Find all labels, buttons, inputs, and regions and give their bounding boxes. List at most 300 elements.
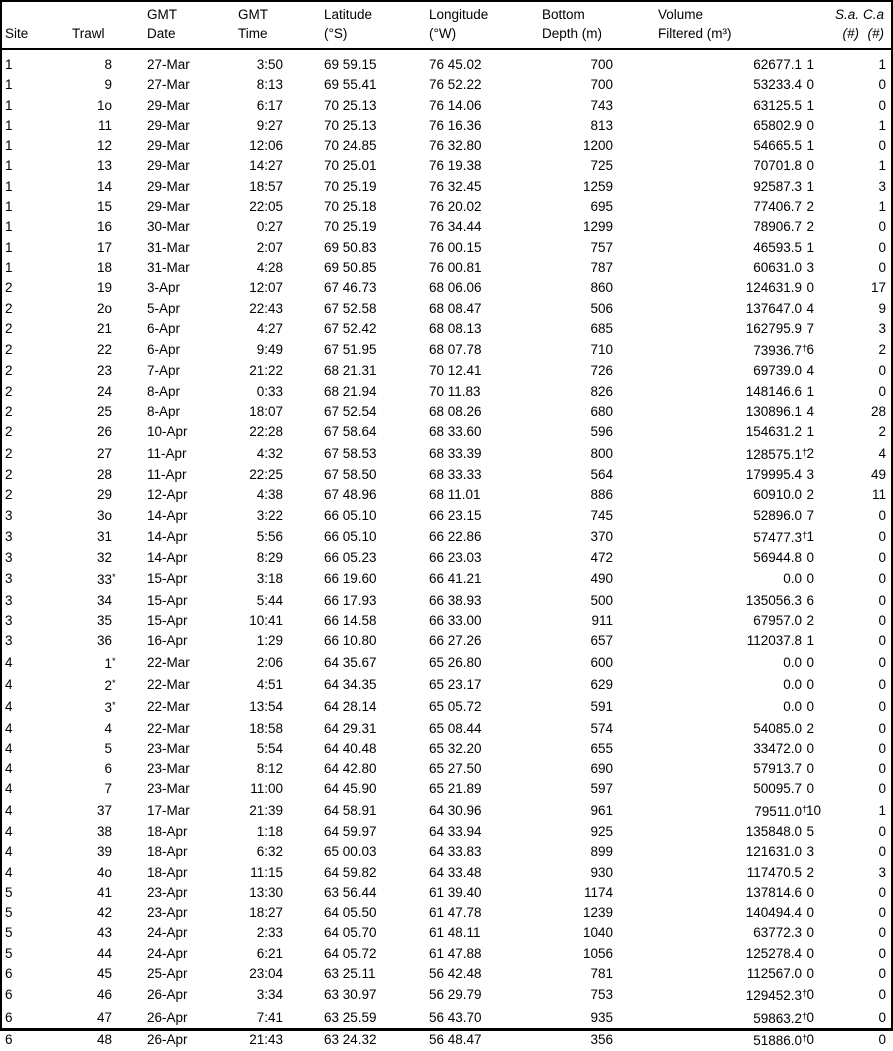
table-cell-gmt-date: 7-Apr: [147, 363, 181, 379]
table-cell-gmt-date: 17-Mar: [147, 802, 190, 818]
table-cell-trawl: 1o: [96, 97, 112, 113]
table-row: [2, 611, 891, 631]
table-cell-gmt-date: 5-Apr: [147, 300, 181, 316]
table-cell-gmt-date: 14-Apr: [147, 550, 188, 566]
table-cell-gmt-date: 23-Mar: [147, 740, 190, 756]
table-cell-ca-count: 0: [878, 1031, 886, 1047]
table-cell-latitude: 67 46.73: [324, 280, 377, 296]
table-cell-latitude: 67 58.64: [324, 424, 377, 440]
table-cell-gmt-date: 18-Apr: [147, 823, 188, 839]
table-cell-bottom-depth: 657: [590, 633, 613, 649]
table-cell-longitude: 65 23.17: [429, 676, 482, 692]
table-cell-gmt-date: 23-Mar: [147, 761, 190, 777]
table-cell-sa-count: 0: [806, 1031, 814, 1047]
table-cell-gmt-time: 8:13: [256, 77, 283, 93]
table-cell-ca-count: 1: [878, 199, 886, 215]
table-cell-gmt-time: 3:34: [256, 987, 283, 1003]
table-cell-site: 4: [5, 654, 13, 670]
table-cell-site: 2: [5, 300, 13, 316]
table-cell-volume-filtered: 154631.2: [745, 424, 802, 440]
table-cell-volume-filtered: 78906.7: [753, 219, 802, 235]
column-header-line2: (#): [842, 26, 859, 41]
table-cell-gmt-time: 21:43: [249, 1031, 283, 1047]
column-header-line2: Time: [238, 26, 268, 41]
table-cell-gmt-time: 9:27: [256, 117, 283, 133]
table-cell-trawl: 22: [96, 342, 112, 358]
table-cell-sa-count: 1: [806, 424, 814, 440]
table-cell-sa-count: 3: [806, 259, 814, 275]
table-cell-longitude: 76 19.38: [429, 158, 482, 174]
table-cell-gmt-date: 3-Apr: [147, 280, 181, 296]
table-cell-ca-count: 1: [878, 158, 886, 174]
table-cell-volume-filtered: 57913.7: [753, 761, 802, 777]
table-cell-sa-count: 0: [806, 781, 814, 797]
table-cell-site: 2: [5, 280, 13, 296]
table-cell-bottom-depth: 596: [590, 424, 613, 440]
table-row: [2, 339, 891, 361]
table-row: [2, 719, 891, 739]
column-header-line2: Site: [5, 26, 29, 41]
column-header-line2: Trawl: [72, 26, 105, 41]
table-cell-gmt-date: 22-Mar: [147, 654, 190, 670]
table-cell-latitude: 65 00.03: [324, 844, 377, 860]
table-cell-gmt-date: 10-Apr: [147, 424, 188, 440]
table-cell-latitude: 64 29.31: [324, 720, 377, 736]
table-row: [2, 465, 891, 485]
table-cell-ca-count: 0: [878, 383, 886, 399]
table-cell-sa-count: 0: [806, 884, 814, 900]
table-cell-longitude: 76 00.81: [429, 259, 482, 275]
table-cell-site: 2: [5, 445, 13, 461]
table-cell-bottom-depth: 787: [590, 259, 613, 275]
table-cell-gmt-time: 8:29: [256, 550, 283, 566]
column-header-gmt-time: [205, 2, 284, 49]
table-cell-gmt-date: 11-Apr: [147, 466, 187, 482]
table-cell-trawl: 48: [96, 1031, 112, 1047]
table-cell-latitude: 63 25.11: [324, 966, 376, 982]
table-cell-volume-filtered: 60910.0: [753, 487, 802, 503]
table-cell-bottom-depth: 700: [590, 77, 613, 93]
table-cell-volume-filtered: 60631.0: [753, 259, 802, 275]
table-row: [2, 238, 891, 258]
table-cell-trawl: 4o: [96, 864, 112, 880]
table-cell-trawl: 12: [96, 138, 112, 154]
table-cell-latitude: 63 25.59: [324, 1009, 377, 1025]
table-cell-volume-filtered: 52896.0: [753, 507, 802, 523]
table-cell-sa-count: 2: [806, 487, 814, 503]
table-cell-ca-count: 0: [878, 925, 886, 941]
table-cell-gmt-time: 22:05: [249, 199, 283, 215]
table-cell-volume-filtered: 121631.0: [745, 844, 802, 860]
table-row: [2, 526, 891, 548]
table-cell-bottom-depth: 745: [590, 507, 613, 523]
column-header-longitude: [389, 2, 504, 49]
table-cell-gmt-time: 9:49: [256, 342, 283, 358]
table-cell-bottom-depth: 629: [590, 676, 613, 692]
table-cell-site: 4: [5, 761, 13, 777]
table-cell-site: 5: [5, 925, 13, 941]
table-cell-latitude: 66 19.60: [324, 571, 377, 587]
column-header-ca-count: [861, 2, 891, 49]
table-cell-gmt-time: 4:51: [256, 676, 283, 692]
table-cell-gmt-time: 5:56: [256, 528, 283, 544]
table-cell-trawl: 44: [96, 945, 112, 961]
table-cell-latitude: 67 58.50: [324, 466, 377, 482]
table-cell-site: 1: [5, 138, 13, 154]
table-cell-ca-count: 1: [878, 802, 886, 818]
table-cell-bottom-depth: 1040: [582, 925, 613, 941]
table-cell-trawl: 7: [104, 781, 112, 797]
table-cell-ca-count: 0: [878, 259, 886, 275]
table-cell-sa-count: 0: [806, 571, 814, 587]
table-cell-bottom-depth: 597: [590, 781, 613, 797]
table-cell-longitude: 64 33.48: [429, 864, 482, 880]
table-cell-bottom-depth: 500: [590, 592, 613, 608]
table-row: [2, 382, 891, 402]
table-cell-volume-filtered: 162795.9: [745, 320, 802, 336]
table-row: [2, 278, 891, 298]
table-cell-latitude: 66 17.93: [324, 592, 377, 608]
table-cell-ca-count: 0: [878, 239, 886, 255]
table-row: [2, 883, 891, 903]
table-cell-site: 1: [5, 158, 13, 174]
table-cell-latitude: 64 59.97: [324, 823, 377, 839]
table-cell-longitude: 66 23.03: [429, 550, 482, 566]
table-cell-gmt-date: 29-Mar: [147, 158, 190, 174]
table-cell-gmt-time: 12:07: [249, 280, 283, 296]
column-header-line1: Longitude: [429, 7, 489, 22]
table-row: [2, 779, 891, 799]
table-cell-longitude: 56 42.48: [429, 966, 482, 982]
table-cell-sa-count: 2: [806, 864, 814, 880]
table-cell-gmt-date: 29-Mar: [147, 117, 190, 133]
table-cell-sa-count: 4: [806, 363, 814, 379]
column-header-line1: Bottom: [542, 7, 585, 22]
table-cell-ca-count: 0: [878, 884, 886, 900]
table-cell-latitude: 63 30.97: [324, 987, 377, 1003]
table-cell-latitude: 70 25.13: [324, 97, 377, 113]
table-cell-site: 3: [5, 571, 13, 587]
table-cell-sa-count: 3: [806, 466, 814, 482]
table-cell-bottom-depth: 930: [590, 864, 613, 880]
table-cell-sa-count: 0: [806, 77, 814, 93]
column-header-line1: Latitude: [324, 7, 373, 22]
table-row: [2, 759, 891, 779]
table-cell-ca-count: 3: [878, 864, 886, 880]
table-cell-gmt-date: 23-Apr: [147, 884, 188, 900]
table-cell-site: 1: [5, 77, 13, 93]
table-cell-longitude: 76 16.36: [429, 117, 482, 133]
table-cell-bottom-depth: 753: [590, 987, 613, 1003]
table-cell-ca-count: 0: [878, 592, 886, 608]
table-cell-bottom-depth: 685: [590, 320, 613, 336]
table-cell-trawl: 19: [96, 280, 112, 296]
table-cell-site: 2: [5, 466, 13, 482]
table-cell-latitude: 68 21.31: [324, 363, 377, 379]
table-cell-longitude: 65 05.72: [429, 699, 482, 715]
table-cell-trawl: 31: [96, 528, 112, 544]
table-cell-trawl: 21: [96, 320, 112, 336]
table-cell-longitude: 76 34.44: [429, 219, 482, 235]
table-cell-gmt-date: 31-Mar: [147, 239, 190, 255]
table-cell-trawl: 24: [96, 383, 112, 399]
table-cell-gmt-date: 14-Apr: [147, 507, 188, 523]
table-cell-ca-count: 1: [878, 57, 886, 72]
table-cell-gmt-time: 12:06: [249, 138, 283, 154]
table-cell-site: 3: [5, 613, 13, 629]
table-cell-volume-filtered: 63772.3: [753, 925, 802, 941]
table-cell-gmt-date: 15-Apr: [147, 613, 188, 629]
table-cell-gmt-date: 24-Apr: [147, 945, 188, 961]
table-cell-gmt-date: 23-Mar: [147, 781, 190, 797]
table-row: [2, 1007, 891, 1029]
table-cell-gmt-time: 23:04: [249, 966, 283, 982]
table-cell-trawl: 3o: [96, 507, 112, 523]
table-row: [2, 49, 891, 75]
table-cell-bottom-depth: 574: [590, 720, 613, 736]
table-cell-latitude: 70 25.18: [324, 199, 377, 215]
table-cell-gmt-time: 14:27: [249, 158, 283, 174]
table-cell-bottom-depth: 370: [590, 528, 613, 544]
table-cell-ca-count: 0: [878, 633, 886, 649]
table-row: [2, 739, 891, 759]
table-cell-gmt-time: 6:17: [256, 97, 283, 113]
table-cell-ca-count: 0: [878, 363, 886, 379]
table-cell-volume-filtered: 137647.0: [745, 300, 802, 316]
table-cell-trawl: 36: [96, 633, 112, 649]
table-cell-gmt-date: 27-Mar: [147, 57, 190, 72]
table-cell-latitude: 64 05.50: [324, 905, 377, 921]
table-cell-volume-filtered: 50095.7: [753, 781, 802, 797]
table-row: [2, 863, 891, 883]
table-cell-latitude: 67 52.42: [324, 320, 377, 336]
table-cell-gmt-time: 11:15: [250, 864, 283, 880]
table-cell-gmt-time: 7:41: [256, 1009, 283, 1025]
table-cell-gmt-date: 8-Apr: [147, 404, 181, 420]
table-cell-gmt-time: 5:54: [256, 740, 283, 756]
table-cell-gmt-time: 21:22: [249, 363, 283, 379]
table-cell-site: 2: [5, 424, 13, 440]
table-cell-longitude: 68 11.01: [429, 487, 481, 503]
table-row: [2, 923, 891, 943]
table-cell-latitude: 64 40.48: [324, 740, 377, 756]
table-cell-volume-filtered: 69739.0: [753, 363, 802, 379]
table-row: [2, 964, 891, 984]
table-cell-trawl: 34: [96, 592, 112, 608]
table-cell-trawl: 47: [96, 1009, 112, 1025]
table-cell-ca-count: 0: [878, 97, 886, 113]
table-cell-trawl: 2o: [96, 300, 112, 316]
table-cell-bottom-depth: 961: [590, 802, 613, 818]
table-cell-bottom-depth: 591: [590, 699, 613, 715]
table-cell-ca-count: 0: [878, 781, 886, 797]
table-cell-volume-filtered: 130896.1: [745, 404, 802, 420]
table-cell-gmt-time: 8:12: [256, 761, 283, 777]
table-cell-longitude: 61 47.88: [429, 945, 482, 961]
table-cell-longitude: 56 48.47: [429, 1031, 482, 1047]
table-cell-longitude: 68 33.60: [429, 424, 482, 440]
table-cell-sa-count: 7: [806, 320, 814, 336]
table-cell-volume-filtered: 51886.0†: [753, 1032, 808, 1048]
table-cell-bottom-depth: 655: [590, 740, 613, 756]
table-cell-volume-filtered: 56944.8: [753, 550, 802, 566]
table-row: [2, 568, 891, 590]
table-row: [2, 591, 891, 611]
table-cell-latitude: 70 24.85: [324, 138, 377, 154]
table-cell-trawl: 11: [97, 117, 112, 133]
table-cell-gmt-time: 5:44: [256, 592, 283, 608]
table-cell-volume-filtered: 79511.0†: [754, 803, 808, 819]
table-cell-ca-count: 0: [878, 613, 886, 629]
table-cell-trawl: 43: [96, 925, 112, 941]
table-header-row: [2, 2, 891, 49]
table-cell-sa-count: 0: [806, 761, 814, 777]
table-cell-trawl: 6: [104, 761, 112, 777]
table-cell-bottom-depth: 886: [590, 487, 613, 503]
table-cell-bottom-depth: 700: [590, 57, 613, 72]
table-cell-sa-count: 0: [806, 987, 814, 1003]
table-cell-gmt-date: 25-Apr: [147, 966, 188, 982]
table-cell-longitude: 76 32.45: [429, 178, 482, 194]
table-cell-site: 3: [5, 528, 13, 544]
table-cell-trawl: 42: [96, 905, 112, 921]
table-cell-ca-count: 17: [870, 280, 886, 296]
table-cell-ca-count: 0: [878, 945, 886, 961]
table-cell-sa-count: 0: [806, 280, 814, 296]
table-cell-gmt-date: 12-Apr: [147, 487, 188, 503]
table-cell-site: 4: [5, 699, 13, 715]
table-cell-trawl: 38: [96, 823, 112, 839]
table-cell-volume-filtered: 128575.1†: [745, 446, 808, 462]
table-cell-bottom-depth: 472: [590, 550, 613, 566]
table-cell-sa-count: 6: [806, 342, 814, 358]
table-cell-trawl: 4: [104, 720, 112, 736]
column-header-bottom-depth: [504, 2, 614, 49]
table-cell-trawl: 32: [96, 550, 112, 566]
table-cell-ca-count: 0: [878, 966, 886, 982]
table-cell-bottom-depth: 826: [590, 383, 613, 399]
table-row: [2, 319, 891, 339]
table-cell-ca-count: 0: [878, 720, 886, 736]
table-cell-longitude: 64 33.83: [429, 844, 482, 860]
table-cell-volume-filtered: 57477.3†: [753, 529, 808, 545]
table-cell-trawl: 1*: [104, 655, 116, 671]
table-cell-gmt-date: 18-Apr: [147, 844, 188, 860]
table-cell-trawl: 8: [104, 57, 112, 72]
table-cell-gmt-date: 11-Apr: [147, 445, 187, 461]
table-row: [2, 116, 891, 136]
table-cell-bottom-depth: 860: [590, 280, 613, 296]
table-cell-gmt-date: 6-Apr: [147, 320, 181, 336]
table-cell-longitude: 66 27.26: [429, 633, 482, 649]
table-cell-ca-count: 0: [878, 844, 886, 860]
table-cell-latitude: 67 48.96: [324, 487, 377, 503]
column-header-site: [2, 2, 62, 49]
table-cell-bottom-depth: 695: [590, 199, 613, 215]
table-row: [2, 299, 891, 319]
table-cell-sa-count: 1: [806, 138, 814, 154]
table-cell-sa-count: 10: [806, 802, 822, 818]
table-cell-sa-count: 1: [806, 528, 814, 544]
table-cell-ca-count: 1: [878, 117, 886, 133]
table-cell-volume-filtered: 63125.5: [753, 97, 802, 113]
table-cell-site: 4: [5, 781, 13, 797]
table-cell-gmt-time: 18:27: [249, 905, 283, 921]
table-cell-site: 5: [5, 884, 13, 900]
table-row: [2, 800, 891, 822]
table-cell-volume-filtered: 137814.6: [745, 884, 802, 900]
table-cell-trawl: 2*: [104, 677, 116, 693]
table-row: [2, 361, 891, 381]
table-cell-bottom-depth: 680: [590, 404, 613, 420]
table-cell-sa-count: 2: [806, 720, 814, 736]
table-cell-sa-count: 0: [806, 158, 814, 174]
table-row: [2, 96, 891, 116]
table-cell-site: 1: [5, 178, 13, 194]
table-cell-bottom-depth: 1174: [583, 884, 613, 900]
table-cell-latitude: 69 50.85: [324, 259, 377, 275]
table-cell-longitude: 65 27.50: [429, 761, 482, 777]
table-cell-trawl: 15: [96, 199, 112, 215]
table-cell-longitude: 65 32.20: [429, 740, 482, 756]
table-cell-site: 2: [5, 404, 13, 420]
column-header-sa-count: [806, 2, 861, 49]
table-cell-trawl: 29: [96, 487, 112, 503]
table-cell-gmt-date: 22-Mar: [147, 676, 190, 692]
table-cell-site: 1: [5, 239, 13, 255]
table-row: [2, 674, 891, 696]
column-header-trawl: [62, 2, 114, 49]
table-cell-ca-count: 2: [878, 342, 886, 358]
table-cell-trawl: 37: [96, 802, 112, 818]
table-cell-longitude: 70 12.41: [429, 363, 482, 379]
table-cell-ca-count: 0: [878, 654, 886, 670]
table-cell-longitude: 66 38.93: [429, 592, 482, 608]
table-cell-sa-count: 4: [806, 300, 814, 316]
table-cell-site: 2: [5, 363, 13, 379]
table-cell-ca-count: 0: [878, 571, 886, 587]
table-cell-trawl: 46: [96, 987, 112, 1003]
table-row: [2, 258, 891, 278]
table-cell-sa-count: 5: [806, 823, 814, 839]
table-cell-bottom-depth: 690: [590, 761, 613, 777]
table-cell-sa-count: 0: [806, 966, 814, 982]
table-cell-site: 6: [5, 1031, 13, 1047]
table-cell-sa-count: 3: [806, 844, 814, 860]
table-cell-sa-count: 0: [806, 699, 814, 715]
table-cell-gmt-time: 13:30: [249, 884, 283, 900]
table-row: [2, 422, 891, 442]
table-cell-sa-count: 2: [806, 445, 814, 461]
table-cell-bottom-depth: 490: [590, 571, 613, 587]
table-cell-gmt-time: 22:25: [249, 466, 283, 482]
table-cell-site: 2: [5, 383, 13, 399]
table-cell-longitude: 66 33.00: [429, 613, 482, 629]
table-cell-longitude: 65 08.44: [429, 720, 482, 736]
table-row: [2, 75, 891, 95]
table-cell-gmt-time: 3:18: [256, 571, 283, 587]
column-header-line2: (°W): [429, 26, 457, 41]
table-row: [2, 402, 891, 422]
table-row: [2, 506, 891, 526]
table-cell-volume-filtered: 125278.4: [745, 945, 802, 961]
table-cell-ca-count: 0: [878, 219, 886, 235]
table-cell-latitude: 69 59.15: [324, 57, 377, 72]
table-cell-bottom-depth: 506: [590, 300, 613, 316]
table-cell-site: 3: [5, 592, 13, 608]
table-cell-longitude: 70 11.83: [429, 383, 481, 399]
table-cell-trawl: 45: [96, 966, 112, 982]
